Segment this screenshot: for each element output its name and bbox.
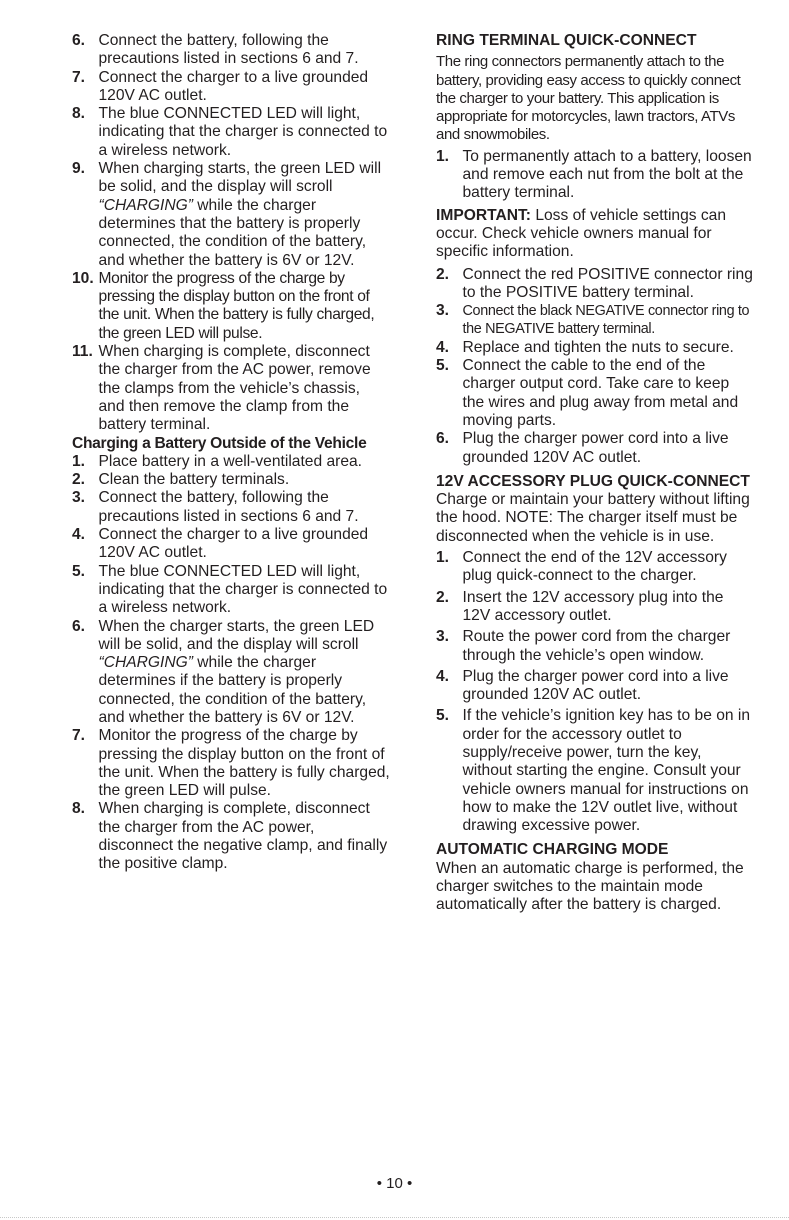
page-divider (0, 1217, 789, 1218)
list-text: Monitor the progress of the charge by pressing the display button on the front of the unit. When the battery is fully charged, the green LED will pulse. (98, 727, 390, 800)
section-subheading: Charging a Battery Outside of the Vehicle (72, 434, 367, 452)
list-item (72, 489, 390, 526)
list-text: Connect the charger to a live grounded 120V AC outlet. (98, 68, 369, 104)
list-number: 3. (72, 489, 86, 507)
list-number: 5. (72, 562, 86, 580)
list-number: 1. (436, 147, 450, 165)
list-item (72, 618, 390, 728)
list-item (436, 628, 754, 665)
list-number: 9. (72, 160, 86, 178)
list-item (436, 707, 754, 835)
list-item (436, 302, 754, 339)
list-text: Insert the 12V accessory plug into the 12V accessory outlet. (462, 588, 724, 624)
page-number: • 10 • (376, 1175, 413, 1192)
list-number: 2. (72, 471, 86, 489)
list-number: 2. (436, 265, 450, 283)
list-item (72, 727, 390, 800)
accessory-plug-heading: 12V ACCESSORY PLUG QUICK-CONNECT (436, 472, 750, 490)
important-label: IMPORTANT: (436, 206, 531, 224)
list-text: The blue CONNECTED LED will light, indicating that the charger is connected to a wireless network. (98, 105, 388, 159)
list-item (72, 453, 390, 471)
list-item (72, 800, 390, 873)
list-text: Connect the charger to a live grounded 120V AC outlet. (98, 526, 369, 562)
steps-outside-vehicle-list (72, 453, 390, 874)
list-number: 4. (72, 526, 86, 544)
list-number: 2. (436, 588, 450, 606)
list-number: 6. (436, 430, 450, 448)
charging-display-text: “CHARGING” (98, 654, 193, 672)
list-text: Connect the red POSITIVE connector ring to the POSITIVE battery terminal. (462, 265, 753, 301)
accessory-plug-intro: Charge or maintain your battery without lifting the hood. NOTE: The charger itself must be disconnected when the vehicle is in use. (436, 491, 750, 545)
list-number: 7. (72, 727, 86, 745)
list-text: When charging is complete, disconnect the charger from the AC power, disconnect the negative clamp, and finally the positive clamp. (98, 800, 388, 873)
list-number: 6. (72, 32, 86, 49)
ring-terminal-intro: The ring connectors permanently attach to the battery, providing easy access to quickly connect the charger to your battery. This application is appropriate for motorcycles, lawn tractors, ATVs and snowmobiles. (436, 53, 741, 144)
list-number: 3. (436, 302, 450, 320)
list-number: 11. (72, 343, 93, 361)
important-note (436, 207, 754, 262)
list-number: 6. (72, 617, 86, 635)
list-item (72, 526, 390, 563)
list-number: 4. (436, 667, 450, 685)
list-number: 5. (436, 707, 450, 725)
automatic-charging-heading: AUTOMATIC CHARGING MODE (436, 841, 669, 859)
list-text: Connect the battery, following the precautions listed in sections 6 and 7. (98, 489, 359, 525)
list-item (436, 589, 754, 626)
list-text: If the vehicle’s ignition key has to be on in order for the accessory outlet to supply/receive power, turn the key, without starting the engine. Consult your vehicle owners manual for instructions on how to make the 12V outlet live, without drawing excessive power. (462, 707, 751, 835)
list-text-part: while the charger determines that the battery is properly connected, the condition of the battery, and whether the battery is 6V or 12V. (98, 196, 367, 269)
list-text-part: When charging starts, the green LED will be solid, and the display will scroll (98, 160, 382, 196)
list-item (436, 148, 754, 203)
list-item (436, 339, 754, 357)
charging-display-text: “CHARGING” (98, 196, 193, 214)
list-number: 3. (436, 628, 450, 646)
list-text-part: When the charger starts, the green LED will be solid, and the display will scroll (98, 617, 375, 653)
list-text: Monitor the progress of the charge by pressing the display button on the front of the unit. When the battery is fully charged, the green LED will pulse. (98, 269, 375, 342)
list-number: 1. (436, 549, 450, 567)
list-item (72, 270, 390, 343)
list-item (72, 563, 390, 618)
accessory-plug-steps (436, 549, 754, 835)
right-column (436, 32, 754, 915)
list-text: Connect the cable to the end of the charger output cord. Take care to keep the wires and plug away from metal and moving parts. (462, 357, 739, 429)
list-item (436, 549, 754, 586)
list-number: 5. (436, 357, 450, 375)
list-text: Connect the end of the 12V accessory plug quick-connect to the charger. (462, 549, 727, 585)
steps-in-vehicle-list (72, 32, 390, 435)
list-text: To permanently attach to a battery, loosen and remove each nut from the bolt at the battery terminal. (462, 147, 752, 202)
list-text-part: while the charger determines if the battery is properly connected, the condition of the battery, and whether the battery is 6V or 12V. (98, 654, 367, 726)
list-text (99, 160, 391, 270)
list-item (436, 668, 754, 705)
list-item (436, 430, 754, 467)
list-text: Plug the charger power cord into a live grounded 120V AC outlet. (462, 430, 729, 466)
ring-terminal-heading: RING TERMINAL QUICK-CONNECT (436, 32, 697, 49)
list-text: Connect the battery, following the precautions listed in sections 6 and 7. (98, 32, 359, 68)
list-text: Clean the battery terminals. (98, 471, 290, 489)
ring-terminal-steps (436, 148, 754, 203)
list-item (436, 266, 754, 303)
list-number: 4. (436, 338, 450, 356)
list-text: Plug the charger power cord into a live grounded 120V AC outlet. (462, 667, 729, 704)
list-text (99, 618, 391, 728)
list-number: 1. (72, 452, 86, 470)
list-item (72, 160, 390, 270)
list-item (72, 69, 390, 106)
left-column (72, 32, 390, 874)
important-text: Loss of vehicle settings can occur. Check vehicle owners manual for specific information. (436, 206, 727, 261)
list-number: 7. (72, 68, 86, 86)
list-text: Connect the black NEGATIVE connector ring to the NEGATIVE battery terminal. (462, 303, 750, 338)
list-text: Route the power cord from the charger through the vehicle’s open window. (462, 628, 731, 664)
list-number: 8. (72, 105, 86, 123)
ring-terminal-steps-continued (436, 266, 754, 467)
list-text: Replace and tighten the nuts to secure. (462, 338, 734, 356)
list-text: Place battery in a well-ventilated area. (98, 452, 363, 470)
list-item (72, 32, 390, 69)
list-item (72, 343, 390, 434)
list-item (72, 471, 390, 489)
list-item (72, 105, 390, 160)
list-item (436, 357, 754, 430)
list-text: When charging is complete, disconnect the charger from the AC power, remove the clamps from the vehicle’s chassis, and then remove the clamp from the battery terminal. (98, 343, 371, 434)
list-number: 10. (72, 269, 94, 287)
automatic-charging-text: When an automatic charge is performed, the charger switches to the maintain mode automatically after the battery is charged. (436, 859, 744, 914)
list-text: The blue CONNECTED LED will light, indicating that the charger is connected to a wireless network. (98, 562, 388, 617)
list-number: 8. (72, 800, 86, 818)
